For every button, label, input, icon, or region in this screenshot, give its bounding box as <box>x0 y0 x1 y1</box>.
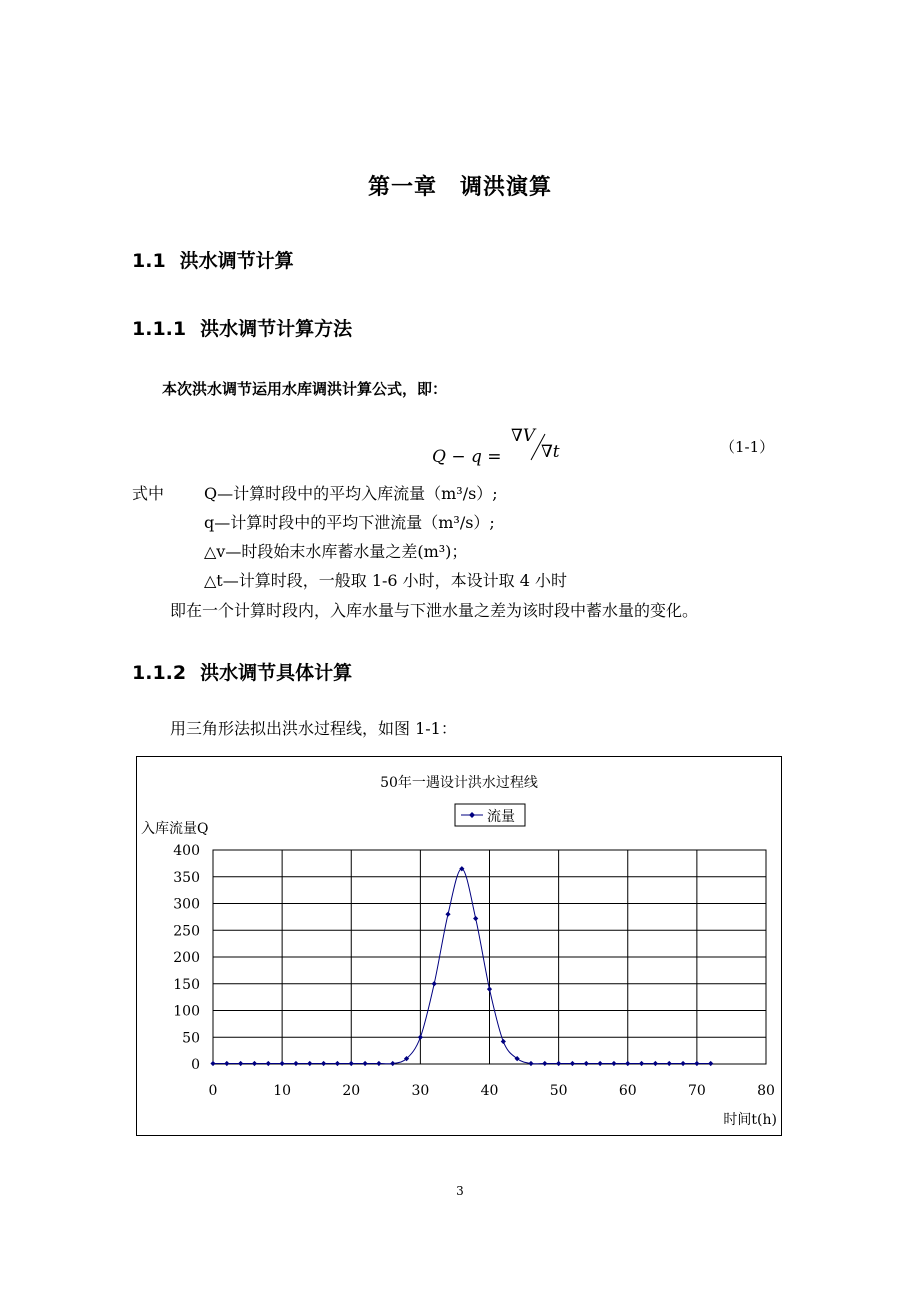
x-tick-label: 10 <box>273 1083 292 1099</box>
section-1-2-heading <box>132 658 352 685</box>
x-axis-label: 时间t(h) <box>723 1112 777 1128</box>
formula-label: （1-1） <box>720 438 775 456</box>
chapter-title: 第一章 调洪演算 <box>367 175 552 200</box>
y-tick-label: 200 <box>173 950 200 966</box>
data-point-marker <box>625 1061 630 1066</box>
data-point-marker <box>528 1061 533 1066</box>
data-point-marker <box>280 1061 285 1066</box>
formula-denominator: ∇t <box>540 442 560 462</box>
x-tick-label: 50 <box>549 1083 568 1099</box>
definitions-lead: 式中 <box>132 484 165 503</box>
y-axis-label: 入库流量Q <box>141 821 209 837</box>
data-point-marker <box>473 916 478 921</box>
y-tick-label: 100 <box>173 1003 200 1020</box>
data-point-marker <box>570 1061 575 1066</box>
chart-title: 50年一遇设计洪水过程线 <box>380 775 538 791</box>
x-tick-label: 60 <box>618 1083 637 1099</box>
formula-fraction <box>507 426 565 462</box>
series-line-flow <box>213 869 711 1064</box>
y-tick-label: 250 <box>173 923 200 940</box>
x-tick-label: 40 <box>480 1083 499 1099</box>
definition-q-inflow: Q—计算时段中的平均入库流量（m³/s）; <box>204 484 498 503</box>
y-tick-label: 350 <box>173 869 200 886</box>
data-point-marker <box>293 1061 298 1066</box>
section-1-title: 洪水调节计算 <box>179 250 294 272</box>
y-tick-label: 0 <box>191 1057 200 1073</box>
page-number: 3 <box>456 1184 464 1198</box>
data-point-marker <box>362 1061 367 1066</box>
x-tick-label: 20 <box>342 1083 361 1099</box>
y-tick-label: 400 <box>173 843 200 859</box>
data-point-marker <box>390 1061 395 1066</box>
section-1-1-title: 洪水调节计算方法 <box>200 318 353 340</box>
data-point-marker <box>252 1061 257 1066</box>
x-tick-label: 70 <box>687 1083 706 1099</box>
data-point-marker <box>349 1061 354 1066</box>
legend-label: 流量 <box>487 809 515 825</box>
figure-intro: 用三角形法拟出洪水过程线，如图 1-1： <box>170 719 457 738</box>
data-point-marker <box>321 1061 326 1066</box>
section-1-2-title: 洪水调节具体计算 <box>200 662 353 684</box>
chart-legend <box>455 804 525 826</box>
data-point-marker <box>487 987 492 992</box>
data-point-marker <box>238 1061 243 1066</box>
data-point-marker <box>653 1061 658 1066</box>
data-point-marker <box>708 1061 713 1066</box>
section-1-number: 1.1 <box>132 250 166 272</box>
data-point-marker <box>210 1061 215 1066</box>
data-point-marker <box>432 981 437 986</box>
data-point-marker <box>694 1061 699 1066</box>
data-point-marker <box>611 1061 616 1066</box>
data-point-marker <box>542 1061 547 1066</box>
section-1-1-number: 1.1.1 <box>132 318 187 340</box>
data-point-marker <box>680 1061 685 1066</box>
formula-lhs: Q − q = <box>432 447 502 467</box>
intro-text: 本次洪水调节运用水库调洪计算公式，即： <box>162 380 448 398</box>
data-point-marker <box>584 1061 589 1066</box>
y-tick-label: 300 <box>173 896 200 913</box>
data-point-marker <box>501 1039 506 1044</box>
data-point-marker <box>556 1061 561 1066</box>
definitions-summary: 即在一个计算时段内，入库水量与下泄水量之差为该时段中蓄水量的变化。 <box>170 601 699 620</box>
y-tick-label: 50 <box>182 1030 200 1047</box>
data-point-marker <box>307 1061 312 1066</box>
definition-delta-t: △t—计算时段，一般取 1-6 小时，本设计取 4 小时 <box>204 571 568 590</box>
data-point-marker <box>418 1035 423 1040</box>
data-point-marker <box>445 912 450 917</box>
section-1-2-number: 1.1.2 <box>132 662 187 684</box>
chart-frame <box>136 756 782 1136</box>
section-1-1-heading <box>132 314 352 341</box>
data-point-marker <box>376 1061 381 1066</box>
formula <box>432 426 565 467</box>
flood-hydrograph-chart <box>137 757 781 1135</box>
data-point-marker <box>335 1061 340 1066</box>
data-point-marker <box>224 1061 229 1066</box>
y-tick-label: 150 <box>173 976 200 993</box>
section-1-heading <box>132 246 294 273</box>
data-point-marker <box>639 1061 644 1066</box>
data-point-marker <box>667 1061 672 1066</box>
data-point-marker <box>598 1061 603 1066</box>
x-tick-label: 0 <box>208 1083 218 1099</box>
definition-q-outflow: q—计算时段中的平均下泄流量（m³/s）; <box>204 513 495 532</box>
definition-delta-v: △v—时段始末水库蓄水量之差(m³)； <box>204 542 468 561</box>
formula-numerator: ∇V <box>510 426 536 446</box>
x-tick-label: 80 <box>757 1083 775 1099</box>
data-point-marker <box>266 1061 271 1066</box>
x-tick-label: 30 <box>411 1083 430 1099</box>
